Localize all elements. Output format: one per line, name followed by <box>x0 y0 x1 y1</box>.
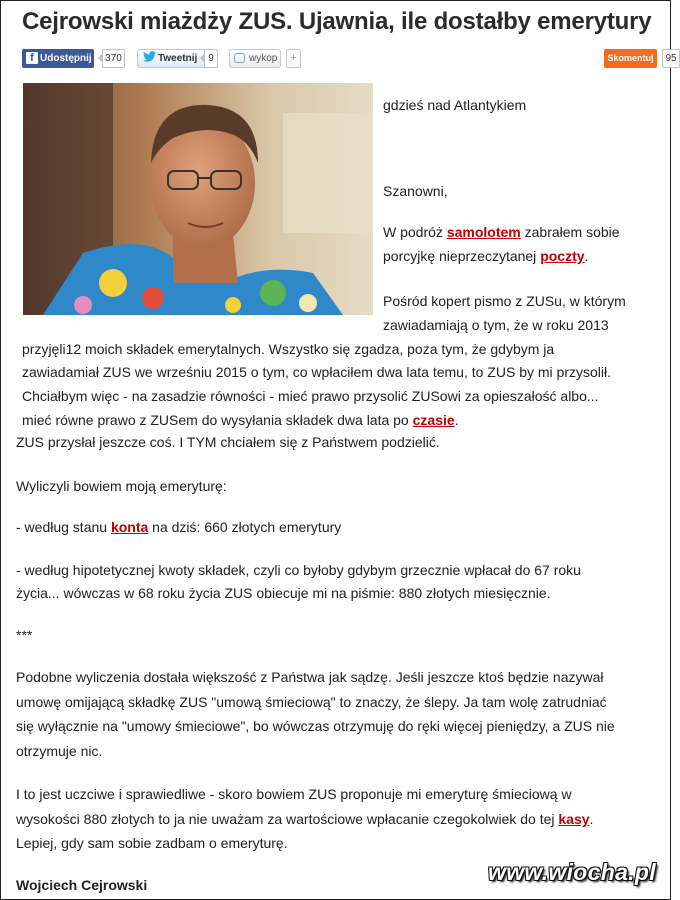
paragraph-line: zawiadamiał ZUS we wrześniu 2015 o tym, co wpłaciłem dwa lata temu, to ZUS by mi przysolił. <box>22 364 611 380</box>
text-span: porcyjkę nieprzeczytanej <box>383 248 541 264</box>
paragraph-line: Wyliczyli bowiem moją emeryturę: <box>16 478 227 494</box>
separator-stars: *** <box>16 627 33 643</box>
paragraph-line <box>16 808 593 831</box>
paragraph-line: Lepiej, gdy sam sobie zadbam o emeryturę. <box>16 835 288 851</box>
location-line: gdzieś nad Atlantykiem <box>383 97 527 113</box>
paragraph-line <box>22 409 459 432</box>
text-span: zabrałem sobie <box>520 224 620 240</box>
text-span: na dziś: 660 złotych emerytury <box>148 519 342 535</box>
text-span: wysokości 880 złotych to ja nie uważam za wartościowe wpłacanie czegokolwiek do tej <box>16 811 559 827</box>
paragraph-line: przyjęli12 moich składek emerytalnych. Wszystko się zgadza, poza tym, że gdybym ja <box>22 341 555 357</box>
signature: Wojciech Cejrowski <box>16 877 148 893</box>
wykop-label: wykop <box>249 53 278 64</box>
paragraph-line: umowę omijającą składkę ZUS "umową śmieciową" to znaczy, że ślepy. Ja tam wolę zatrudniać <box>16 694 607 710</box>
keyword-link-poczty[interactable]: poczty <box>540 248 585 264</box>
paragraph-line: - według hipotetycznej kwoty składek, czyli co byłoby gdybym grzecznie wpłacał do 67 roku <box>16 562 581 578</box>
paragraph-line: życia... wówczas w 68 roku życia ZUS obiecuje mi na piśmie: 880 złotych miesięcznie. <box>16 585 551 601</box>
paragraph-line: Pośród kopert pismo z ZUSu, w którym <box>383 293 626 309</box>
wykop-plus-button[interactable]: + <box>286 49 301 68</box>
article-title: Cejrowski miażdży ZUS. Ujawnia, ile dostałby emerytury <box>22 8 652 35</box>
facebook-share-label: Udostępnij <box>40 53 92 64</box>
text-span: . <box>584 248 589 264</box>
paragraph-line: Chciałbym więc - na zasadzie równości - mieć prawo przysolić ZUSowi za opieszałość albo... <box>22 388 599 404</box>
paragraph-line: otrzymuje nic. <box>16 743 103 759</box>
paragraph-line: ZUS przysłał jeszcze coś. I TYM chciałem się z Państwem podzielić. <box>16 434 440 450</box>
text-span: mieć równe prawo z ZUSem do wysyłania składek dwa lata po <box>22 412 413 428</box>
tweet-count: 9 <box>204 49 218 68</box>
paragraph-line: Podobne wyliczenia dostała większość z Państwa jak sądzę. Jeśli jeszcze ktoś będzie nazywał <box>16 669 604 685</box>
text-span: - według stanu <box>16 519 111 535</box>
comment-button[interactable]: Skomentuj <box>604 49 657 68</box>
keyword-link-samolotem[interactable]: samolotem <box>446 224 521 240</box>
tweet-label: Tweetnij <box>158 53 198 64</box>
site-watermark: www.wiocha.pl <box>488 859 656 885</box>
comment-count: 95 <box>662 49 680 68</box>
keyword-link-czasie[interactable]: czasie <box>412 412 455 428</box>
paragraph-line <box>383 245 588 268</box>
greeting: Szanowni, <box>383 183 448 199</box>
text-span: W podróż <box>383 224 447 240</box>
facebook-icon: f <box>26 52 38 64</box>
text-span: . <box>589 811 594 827</box>
paragraph-line: I to jest uczciwe i sprawiedliwe - skoro bowiem ZUS proponuje mi emeryturę śmieciową w <box>16 786 572 802</box>
paragraph-line: się wyłącznie na "umowy śmieciowe", bo wówczas otrzymuję do ręki więcej pieniędzy, a ZUS nie <box>16 718 615 734</box>
paragraph-line: zawiadamiają o tym, że w roku 2013 <box>383 317 609 333</box>
text-span: . <box>454 412 459 428</box>
paragraph-line <box>16 516 341 539</box>
keyword-link-kasy[interactable]: kasy <box>558 811 590 827</box>
keyword-link-konta[interactable]: konta <box>110 519 149 535</box>
facebook-share-count: 370 <box>102 49 125 68</box>
paragraph-line <box>383 221 620 244</box>
